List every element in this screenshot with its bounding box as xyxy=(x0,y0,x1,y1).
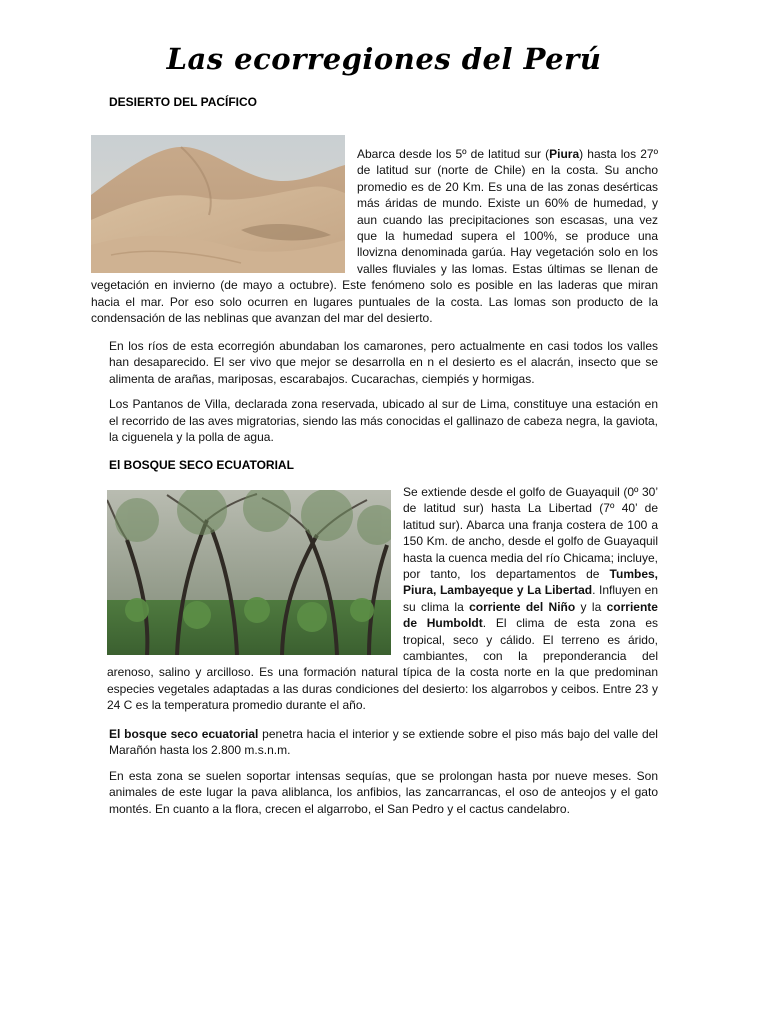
dry-forest-paragraph-2: El bosque seco ecuatorial penetra hacia el interior y se extiende sobre el piso más bajo del valle del Marañón hasta los 2.800 m.s.n.m. xyxy=(109,727,658,758)
desert-paragraph-3: Los Pantanos de Villa, declarada zona reservada, ubicado al sur de Lima, constituye una estación en el recorrido de las aves migratorias, siendo las más conocidas el gallinazo de cabeza negra, la gaviota, la ciguenela y la polla de agua. xyxy=(109,397,658,445)
desert-paragraph-2: En los ríos de esta ecorregión abundaban los camarones, pero actualmente en casi todos los valles han desaparecido. El ser vivo que mejor se desarrolla en n el desierto es el alacrán, insecto que se alimenta de arañas, mariposas, escarabajos. Cucarachas, ciempiés y hormigas. xyxy=(109,339,658,386)
dry-forest-photo xyxy=(107,490,391,655)
section-dry-forest-body-2 xyxy=(109,726,658,826)
page-title: Las ecorregiones del Perú xyxy=(166,42,602,76)
section-desert-body-2 xyxy=(109,338,658,454)
section-dry-forest-body xyxy=(107,484,658,723)
section-heading-desert: DESIERTO DEL PACÍFICO xyxy=(109,95,258,109)
dry-forest-paragraph-1: Se extiende desde el golfo de Guayaquil (0º 30’ de latitud sur) hasta La Libertad (7º 40’ de latitud sur). Abarca una franja costera de 100 a 150 Km. de ancho, desde el golfo de Guayaquil hasta la cuenca media del río Chicama; incluye, por tanto, los departamentos de Tumbes, Piura, Lambayeque y La Libertad. Influyen en su clima la corriente del Niño y la corriente de Humboldt. El clima de esta zona es tropical, seco y cálido. El terreno es árido, cambiantes, con la preponderancia del arenoso, salino y arcilloso. Es una formación natural típica de la costa norte en la que predominan especies vegetales adaptadas a las duras condiciones del desierto: los algarrobos y ceibos. Entre 23 y 24 C es la temperatura promedio durante el año. xyxy=(107,485,659,713)
dry-forest-paragraph-3: En esta zona se suelen soportar intensas sequías, que se prolongan hasta por nueve meses. Son animales de este lugar la pava aliblanca, los anfibios, las zancarrancas, el oso de anteojos y el gato montés. En cuanto a la flora, crecen el algarrobo, el San Pedro y el cactus candelabro. xyxy=(109,768,658,816)
desert-paragraph-1: Abarca desde los 5º de latitud sur (Piura) hasta los 27º de latitud sur (norte de Chile) en la costa. Su ancho promedio es de 20 Km. Es una de las zonas desérticas más áridas de mundo. Existe un 60% de humedad, y aun cuando las precipitaciones son escasas, una vez que la humedad supera el 100%, se produce una llovizna denominada garúa. Hay vegetación solo en los valles fluviales y las lomas. Estas últimas se llenan de vegetación en invierno (de mayo a octubre). Este fenómeno solo es posible en las laderas que miran hacia el mar. Por eso solo ocurren en lugares puntuales de la costa. Las lomas son producto de la condensación de las neblinas que avanzan del mar del desierto. xyxy=(91,147,658,326)
section-heading-dry-forest: El BOSQUE SECO ECUATORIAL xyxy=(109,458,294,472)
section-desert-body xyxy=(91,146,658,335)
desert-dunes-photo xyxy=(91,135,345,273)
